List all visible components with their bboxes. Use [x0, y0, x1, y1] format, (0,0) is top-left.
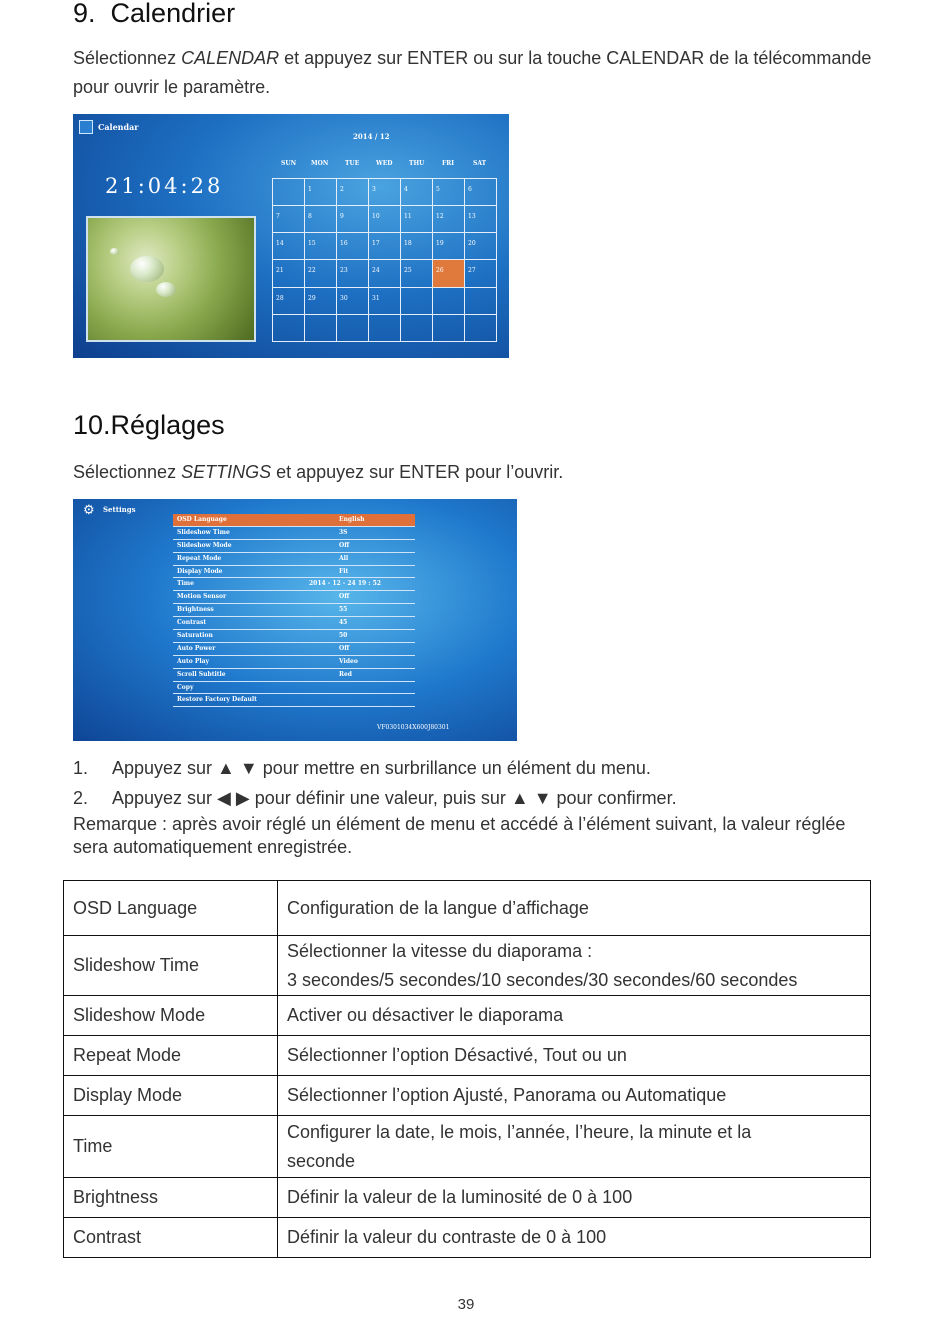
setting-description-cell — [278, 996, 871, 1036]
calendar-day-cell[interactable]: 6 — [465, 179, 497, 206]
calendar-day-cell[interactable] — [433, 315, 465, 342]
calendar-day-cell[interactable]: 7 — [273, 206, 305, 233]
calendar-grid — [272, 178, 497, 342]
calendar-day-cell[interactable]: 11 — [401, 206, 433, 233]
menu-item-label: Motion Sensor — [177, 593, 227, 601]
settings-menu-item[interactable] — [173, 643, 415, 656]
description-line: Définir la valeur du contraste de 0 à 100 — [287, 1227, 607, 1247]
menu-item-label: Scroll Subtitle — [177, 670, 226, 678]
menu-item-value: 2014 - 12 - 24 19 : 52 — [309, 580, 381, 588]
settings-menu-item[interactable] — [173, 669, 415, 682]
calendar-day-cell[interactable]: 31 — [369, 288, 401, 315]
table-row — [64, 1178, 871, 1218]
setting-name-cell: Slideshow Mode — [64, 996, 278, 1036]
calendar-day-cell[interactable]: 18 — [401, 233, 433, 260]
page-number: 39 — [457, 1296, 475, 1313]
menu-item-value: 3S — [339, 528, 348, 536]
calendar-day-cell[interactable]: 19 — [433, 233, 465, 260]
setting-description-cell — [278, 881, 871, 936]
description-line: Activer ou désactiver le diaporama — [287, 1005, 564, 1025]
calendar-day-cell[interactable]: 30 — [337, 288, 369, 315]
calendar-day-cell[interactable]: 17 — [369, 233, 401, 260]
section-title: Calendrier — [110, 0, 236, 28]
setting-name-cell: Slideshow Time — [64, 936, 278, 996]
calendar-day-cell[interactable]: 8 — [305, 206, 337, 233]
section-number: 10. — [73, 410, 111, 440]
setting-name-cell: OSD Language — [64, 881, 278, 936]
table-row — [64, 1076, 871, 1116]
calendar-day-cell[interactable]: 26 — [433, 260, 465, 287]
calendar-day-cell[interactable]: 22 — [305, 260, 337, 287]
water-drop — [156, 282, 176, 297]
section-9-intro — [73, 44, 873, 102]
menu-item-label: Brightness — [177, 606, 214, 614]
firmware-version: VF0301034X600J80301 — [377, 724, 450, 731]
menu-item-label: Slideshow Mode — [177, 541, 232, 549]
menu-item-value: All — [339, 554, 349, 562]
step-text: Appuyez sur ◀ ▶ pour définir une valeur, puis sur ▲ ▼ pour confirmer. — [112, 788, 677, 808]
weekday-label: WED — [376, 160, 393, 167]
calendar-day-cell[interactable]: 27 — [465, 260, 497, 287]
menu-item-label: Display Mode — [177, 567, 223, 575]
settings-menu-item[interactable] — [173, 566, 415, 579]
table-row — [64, 1218, 871, 1258]
weekday-label: SUN — [281, 160, 297, 167]
menu-item-label: Slideshow Time — [177, 528, 230, 536]
calendar-clock: 21:04:28 — [105, 174, 224, 198]
calendar-icon — [79, 120, 93, 134]
description-line: Définir la valeur de la luminosité de 0 à 100 — [287, 1187, 633, 1207]
calendar-day-cell[interactable] — [273, 179, 305, 206]
settings-menu — [173, 514, 415, 707]
settings-screenshot — [73, 499, 517, 741]
weekday-label: SAT — [473, 160, 487, 167]
settings-menu-item[interactable] — [173, 591, 415, 604]
calendar-screenshot — [73, 114, 509, 358]
setting-name-cell: Time — [64, 1116, 278, 1178]
table-row — [64, 1036, 871, 1076]
calendar-day-cell[interactable] — [465, 288, 497, 315]
description-line: Configuration de la langue d’affichage — [287, 897, 589, 918]
setting-name-cell: Contrast — [64, 1218, 278, 1258]
calendar-month: 2014 / 12 — [353, 132, 390, 141]
setting-name-cell: Brightness — [64, 1178, 278, 1218]
weekday-label: MON — [311, 160, 329, 167]
menu-item-value: Fit — [339, 567, 349, 575]
setting-description-cell — [278, 936, 871, 996]
calendar-day-cell[interactable] — [273, 315, 305, 342]
menu-item-label: Restore Factory Default — [177, 696, 257, 704]
calendar-day-cell[interactable]: 24 — [369, 260, 401, 287]
setting-description-cell — [278, 1218, 871, 1258]
menu-item-value: Off — [339, 644, 350, 652]
menu-item-label: Copy — [177, 683, 194, 691]
settings-app-title: Settings — [103, 505, 136, 514]
calendar-day-cell[interactable]: 12 — [433, 206, 465, 233]
menu-item-label: Contrast — [177, 619, 207, 627]
setting-name-cell: Repeat Mode — [64, 1036, 278, 1076]
section-10-intro — [73, 458, 873, 487]
table-row — [64, 1116, 871, 1178]
calendar-day-cell[interactable]: 28 — [273, 288, 305, 315]
calendar-day-cell[interactable]: 16 — [337, 233, 369, 260]
calendar-day-cell[interactable]: 20 — [465, 233, 497, 260]
settings-menu-item[interactable] — [173, 604, 415, 617]
settings-menu-item[interactable] — [173, 656, 415, 669]
setting-description-cell — [278, 1076, 871, 1116]
menu-item-label: Auto Play — [177, 657, 210, 665]
setting-name-cell: Display Mode — [64, 1076, 278, 1116]
calendar-day-cell[interactable]: 15 — [305, 233, 337, 260]
settings-menu-item[interactable] — [173, 540, 415, 553]
step-text: Appuyez sur ▲ ▼ pour mettre en surbrillance un élément du menu. — [112, 758, 651, 778]
intro-text: Sélectionnez — [73, 462, 182, 482]
description-line: 3 secondes/5 secondes/10 secondes/30 secondes/60 secondes — [287, 969, 798, 990]
description-line: seconde — [287, 1150, 356, 1171]
remark: Remarque : après avoir réglé un élément de menu et accédé à l’élément suivant, la valeur réglée sera automatiquement enregistrée. — [73, 814, 846, 857]
menu-item-value: 45 — [339, 619, 348, 627]
settings-menu-item[interactable] — [173, 553, 415, 566]
settings-menu-item[interactable] — [173, 514, 415, 527]
settings-menu-item[interactable] — [173, 682, 415, 695]
calendar-day-cell[interactable]: 9 — [337, 206, 369, 233]
calendar-day-cell[interactable]: 23 — [337, 260, 369, 287]
calendar-day-cell[interactable]: 21 — [273, 260, 305, 287]
menu-item-value: Off — [339, 593, 350, 601]
instruction-step — [73, 784, 677, 814]
calendar-day-cell[interactable] — [369, 315, 401, 342]
calendar-day-cell[interactable] — [401, 288, 433, 315]
intro-keyword: SETTINGS — [181, 462, 272, 482]
settings-menu-item[interactable] — [173, 578, 415, 591]
description-line: Sélectionner l’option Désactivé, Tout ou un — [287, 1045, 627, 1065]
leaf-photo — [86, 216, 256, 342]
settings-table — [63, 880, 871, 1258]
gear-icon: ⚙ — [83, 502, 95, 517]
settings-menu-item[interactable] — [173, 527, 415, 540]
calendar-day-cell[interactable] — [401, 315, 433, 342]
water-drop — [130, 256, 164, 282]
intro-text: et appuyez sur ENTER pour l’ouvrir. — [271, 462, 564, 482]
calendar-day-cell[interactable] — [465, 315, 497, 342]
description-line: Sélectionner la vitesse du diaporama : — [287, 940, 593, 961]
calendar-day-cell[interactable]: 14 — [273, 233, 305, 260]
calendar-day-cell[interactable] — [305, 315, 337, 342]
calendar-day-cell[interactable] — [433, 288, 465, 315]
menu-item-value: Red — [339, 670, 352, 678]
calendar-day-cell[interactable]: 4 — [401, 179, 433, 206]
table-row — [64, 996, 871, 1036]
menu-item-value: Off — [339, 541, 350, 549]
step-number: 2. — [73, 788, 89, 808]
table-row — [64, 881, 871, 936]
section-9-heading — [73, 0, 235, 29]
calendar-day-cell[interactable]: 5 — [433, 179, 465, 206]
menu-item-value: 55 — [339, 606, 348, 614]
calendar-day-cell[interactable]: 25 — [401, 260, 433, 287]
section-10-heading — [73, 410, 225, 441]
intro-keyword: CALENDAR — [181, 48, 280, 68]
calendar-day-cell[interactable]: 10 — [369, 206, 401, 233]
menu-item-label: Time — [177, 580, 194, 588]
weekday-label: FRI — [442, 160, 455, 167]
description-line: Configurer la date, le mois, l’année, l’heure, la minute et la — [287, 1121, 752, 1142]
menu-item-label: Saturation — [177, 632, 213, 640]
settings-menu-item[interactable] — [173, 617, 415, 630]
intro-text: et appuyez sur ENTER ou sur la touche CALENDAR de la télécommande pour ouvrir le paramètre. — [73, 48, 872, 97]
intro-text: Sélectionnez — [73, 48, 182, 68]
menu-item-label: Auto Power — [177, 644, 216, 652]
setting-description-cell — [278, 1036, 871, 1076]
menu-item-value: 50 — [339, 632, 348, 640]
calendar-day-cell[interactable]: 1 — [305, 179, 337, 206]
setting-description-cell — [278, 1178, 871, 1218]
weekday-label: THU — [409, 160, 425, 167]
calendar-app-title: Calendar — [98, 122, 139, 132]
menu-item-label: OSD Language — [177, 516, 227, 523]
description-line: Sélectionner l’option Ajusté, Panorama ou Automatique — [287, 1085, 727, 1105]
settings-menu-item[interactable] — [173, 630, 415, 643]
instruction-steps — [73, 754, 677, 814]
section-title: Réglages — [110, 410, 225, 440]
menu-item-value: English — [339, 516, 365, 523]
calendar-day-cell[interactable]: 2 — [337, 179, 369, 206]
menu-item-value: Video — [339, 657, 358, 665]
weekday-label: TUE — [345, 160, 360, 167]
menu-item-label: Repeat Mode — [177, 554, 222, 562]
setting-description-cell — [278, 1116, 871, 1178]
step-number: 1. — [73, 758, 89, 778]
table-row — [64, 936, 871, 996]
calendar-day-cell[interactable]: 3 — [369, 179, 401, 206]
calendar-day-cell[interactable]: 13 — [465, 206, 497, 233]
section-number: 9. — [73, 0, 96, 28]
instruction-step — [73, 754, 677, 784]
calendar-day-cell[interactable] — [337, 315, 369, 342]
water-drop — [110, 248, 119, 255]
calendar-day-cell[interactable]: 29 — [305, 288, 337, 315]
settings-menu-item[interactable] — [173, 694, 415, 707]
